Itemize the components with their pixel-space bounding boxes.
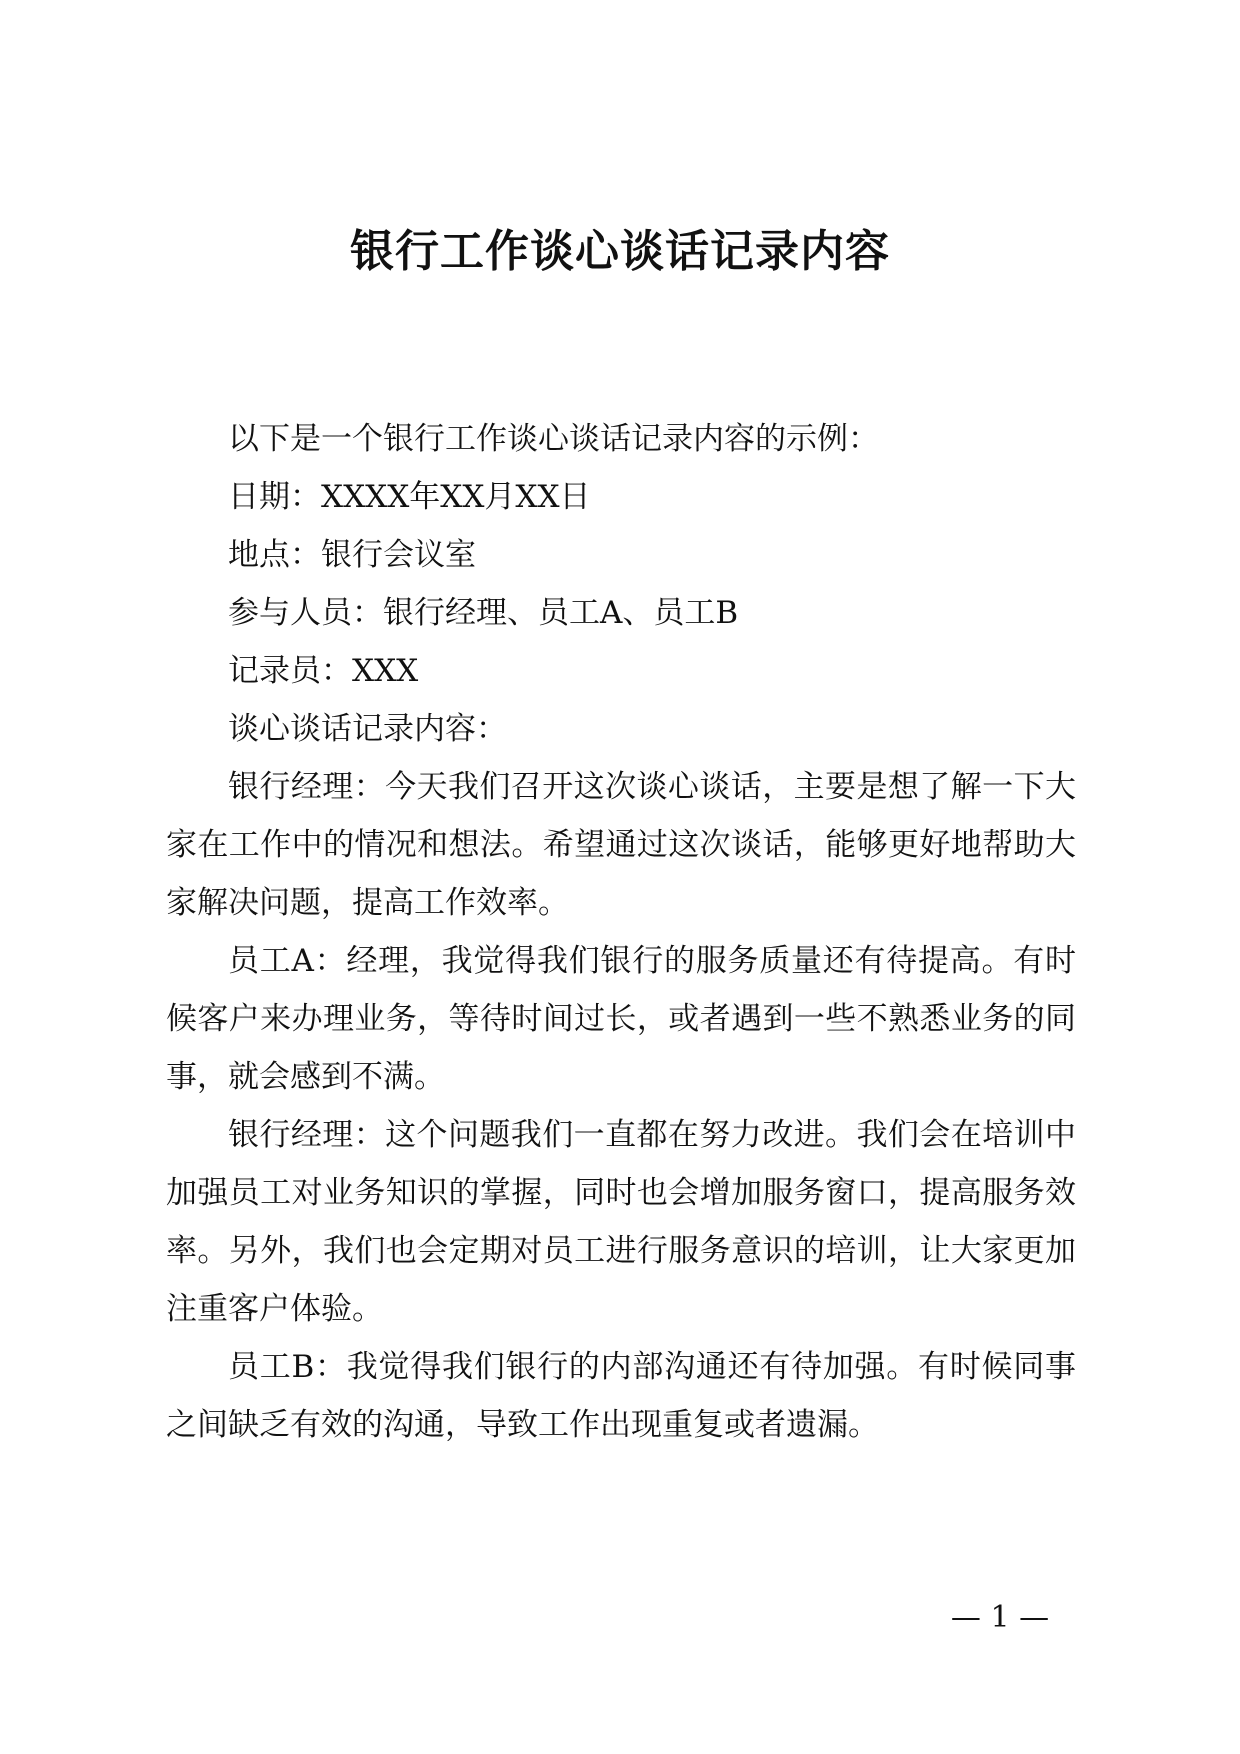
intro-paragraph: 以下是一个银行工作谈心谈话记录内容的示例： [228,421,879,457]
employee-b-paragraph: 员工B：我觉得我们银行的内部沟通还有待加强。有时候同事之间缺乏有效的沟通，导致工作出现重复或者遗漏。 [166,1349,1076,1443]
document-body [166,410,1076,1454]
manager-paragraph-2: 银行经理：这个问题我们一直都在努力改进。我们会在培训中加强员工对业务知识的掌握，同时也会增加服务窗口，提高服务效率。另外，我们也会定期对员工进行服务意识的培训，让大家更加注重客户体验。 [166,1117,1076,1327]
content-heading-line: 谈心谈话记录内容： [228,711,507,747]
location-line: 地点：银行会议室 [228,537,476,573]
participants-line: 参与人员：银行经理、员工A、员工B [228,595,739,631]
page-number: — 1 — [950,1600,1050,1635]
document-title: 银行工作谈心谈话记录内容 [350,226,890,277]
date-line: 日期：XXXX年XX月XX日 [228,479,591,515]
employee-a-paragraph: 员工A：经理，我觉得我们银行的服务质量还有待提高。有时候客户来办理业务，等待时间过长，或者遇到一些不熟悉业务的同事，就会感到不满。 [166,943,1076,1095]
recorder-line: 记录员：XXX [228,653,419,689]
manager-paragraph-1: 银行经理：今天我们召开这次谈心谈话，主要是想了解一下大家在工作中的情况和想法。希望通过这次谈话，能够更好地帮助大家解决问题，提高工作效率。 [166,769,1076,921]
